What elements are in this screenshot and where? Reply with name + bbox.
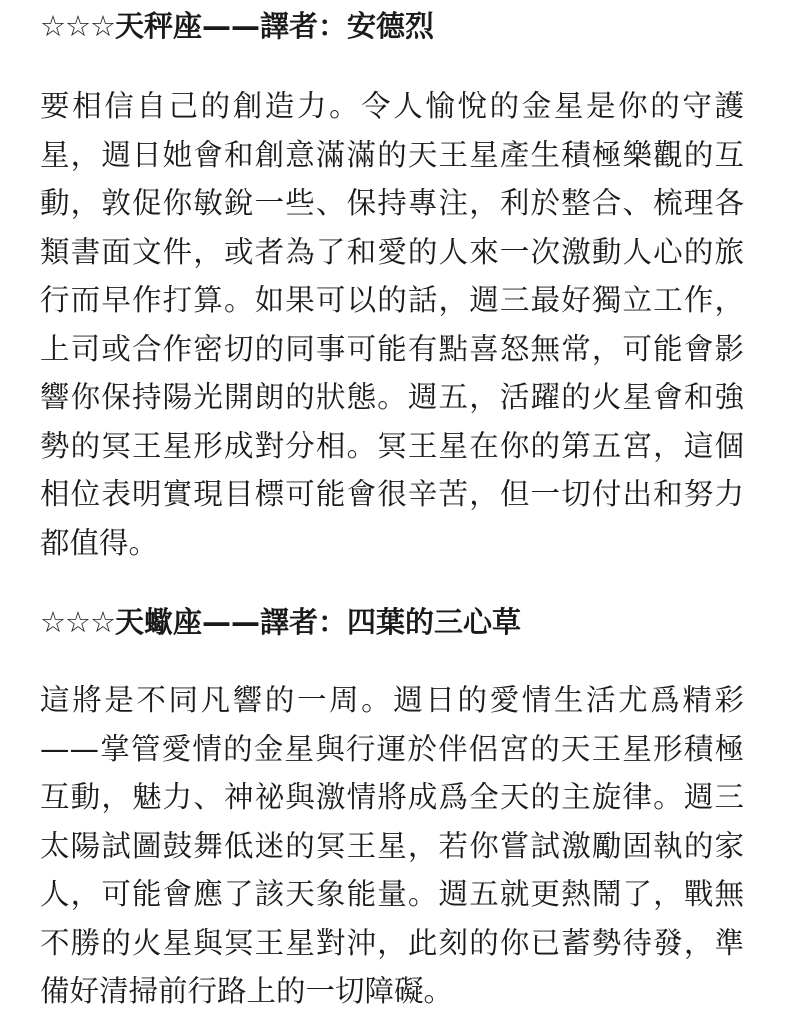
star-rating-icon: ☆☆☆ xyxy=(40,605,115,639)
star-rating-icon: ☆☆☆ xyxy=(40,9,115,43)
scorpio-paragraph: 這將是不同凡響的一周。週日的愛情生活尤爲精彩——掌管愛情的金星與行運於伴侶宮的天王星形積極互動，魅力、神祕與激情將成爲全天的主旋律。週三太陽試圖鼓舞低迷的冥王星，若你嘗試激勵固執的家人，可能會應了該天象能量。週五就更熱鬧了，戰無不勝的火星與冥王星對沖，此刻的你已蓄勢待發，準備好清掃前行路上的一切障礙。 xyxy=(40,683,744,1008)
libra-title: 天秤座——譯者：安德烈 xyxy=(115,9,435,43)
libra-heading xyxy=(40,4,434,48)
libra-paragraph: 要相信自己的創造力。令人愉悅的金星是你的守護星，週日她會和創意滿滿的天王星產生積極樂觀的互動，敦促你敏銳一些、保持專注，利於整合、梳理各類書面文件，或者為了和愛的人來一次激動人心的旅行而早作打算。如果可以的話，週三最好獨立工作，上司或合作密切的同事可能有點喜怒無常，可能會影響你保持陽光開朗的狀態。週五，活躍的火星會和強勢的冥王星形成對分相。冥王星在你的第五宮，這個相位表明實現目標可能會很辛苦，但一切付出和努力都值得。 xyxy=(40,89,744,560)
scorpio-heading xyxy=(40,600,521,644)
scorpio-title: 天蠍座——譯者：四葉的三心草 xyxy=(115,605,522,639)
